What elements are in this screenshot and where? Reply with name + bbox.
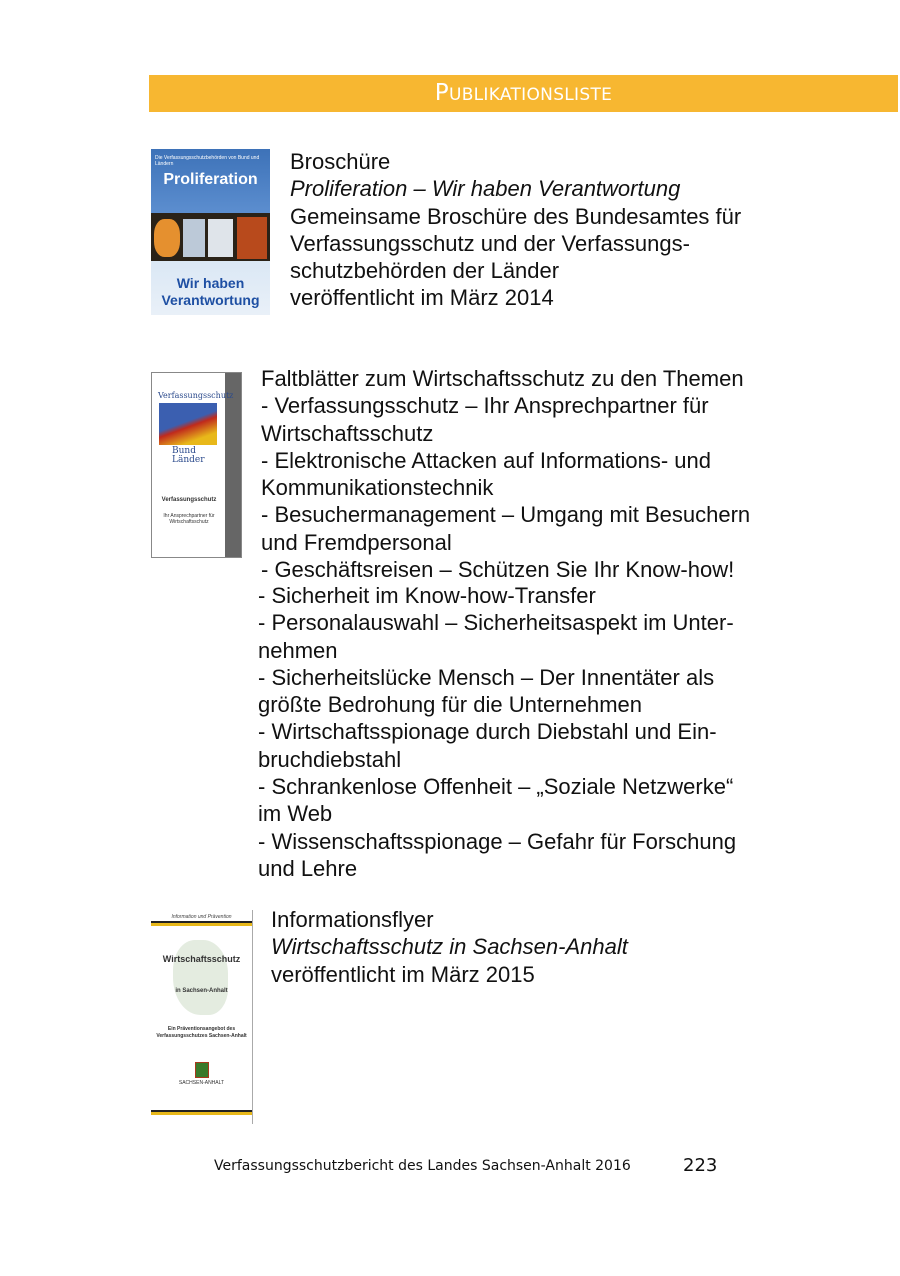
list-item: - Elektronische Attacken auf Informations- und	[261, 447, 712, 473]
cover-photo-rocket	[237, 217, 267, 259]
list-item: größte Bedrohung für die Unternehmen	[258, 692, 643, 718]
list-item: - Geschäftsreisen – Schützen Sie Ihr Know-how!	[261, 557, 735, 583]
cover-photo-figure	[208, 219, 233, 257]
cover-bund-laender	[172, 447, 205, 465]
list-item: - Sicherheit im Know-how-Transfer	[258, 583, 596, 608]
cover-photo-fire	[154, 219, 180, 257]
publication-line: Gemeinsame Broschüre des Bundesamtes für	[290, 203, 742, 229]
list-item: - Personalauswahl – Sicherheitsaspekt im Unter-	[258, 610, 734, 636]
cover-laender: Länder	[172, 455, 205, 465]
publication-title: Wirtschaftsschutz in Sachsen-Anhalt	[271, 934, 628, 960]
cover-subtitle-line-1: Wir haben	[176, 275, 245, 291]
faltblatt-cover-image	[151, 372, 242, 558]
cover-text-2: Ihr Ansprechpartner für Wirtschaftsschutz	[163, 513, 215, 525]
publication-2-text-a	[261, 365, 750, 583]
cover-title: Verfassungsschutz	[158, 391, 234, 400]
cover-text-1: Verfassungsschutz	[161, 497, 217, 503]
page-title-initial: P	[434, 80, 449, 106]
list-item: - Schrankenlose Offenheit – „Soziale Netzwerke“	[258, 774, 734, 800]
page-title	[149, 80, 898, 106]
cover-state-label: SACHSEN-ANHALT	[178, 1080, 225, 1086]
list-item: nehmen	[258, 637, 338, 663]
footer-text: Verfassungsschutzbericht des Landes Sachsen-Anhalt 2016	[214, 1158, 631, 1174]
page-number: 223	[683, 1155, 718, 1176]
list-item: und Lehre	[258, 855, 358, 881]
cover-title: Wirtschaftsschutz	[162, 954, 241, 964]
cover-photo-hands	[183, 219, 205, 257]
list-item: - Wirtschaftsspionage durch Diebstahl und Ein-	[258, 719, 717, 745]
cover-stripe-top	[151, 921, 252, 926]
wirtschaftsschutz-cover-image	[151, 910, 253, 1124]
crest-icon	[195, 1062, 209, 1078]
header-bar	[149, 75, 898, 112]
cover-subtitle-line-2: Verantwortung	[161, 292, 260, 308]
publication-line: veröffentlicht im März 2015	[271, 961, 535, 987]
publication-type: Broschüre	[290, 149, 391, 174]
list-item: Wirtschaftsschutz	[261, 420, 434, 446]
publication-line: veröffentlicht im März 2014	[290, 285, 554, 311]
list-item: - Wissenschaftsspionage – Gefahr für Forschung	[258, 828, 737, 854]
list-item: - Sicherheitslücke Mensch – Der Innentäter als	[258, 664, 715, 690]
cover-bund: Bund	[172, 446, 196, 456]
page-title-rest: UBLIKATIONSLISTE	[448, 85, 613, 105]
proliferation-cover-image	[151, 149, 270, 315]
cover-grey-strip	[225, 373, 241, 557]
list-item: bruchdiebstahl	[258, 746, 402, 772]
publication-3-text	[271, 906, 628, 988]
cover-stripe-bottom	[151, 1110, 252, 1115]
cover-subtitle: in Sachsen-Anhalt	[175, 988, 228, 994]
publication-1-text	[290, 148, 741, 312]
list-item: - Verfassungsschutz – Ihr Ansprechpartner für	[261, 393, 709, 419]
cover-top-text: Die Verfassungsschutzbehörden von Bund und Ländern	[155, 155, 260, 167]
list-item: im Web	[258, 801, 333, 827]
list-item: Faltblätter zum Wirtschaftsschutz zu den Themen	[261, 366, 744, 391]
cover-title: Proliferation	[163, 171, 258, 188]
publication-line: schutzbehörden der Länder	[290, 258, 560, 284]
publication-line: Verfassungsschutz und der Verfassungs-	[290, 230, 690, 256]
publication-title: Proliferation – Wir haben Verantwortung	[290, 176, 681, 202]
list-item: und Fremdpersonal	[261, 529, 452, 555]
cover-description: Ein Präventionsangebot des Verfassungsschutzes Sachsen-Anhalt	[156, 1026, 247, 1039]
list-item: - Besuchermanagement – Umgang mit Besuchern	[261, 502, 751, 528]
cover-map-graphic	[173, 940, 228, 1015]
publication-type: Informationsflyer	[271, 907, 434, 932]
list-item: Kommunikationstechnik	[261, 475, 494, 501]
cover-flag-graphic	[159, 403, 217, 445]
cover-subtitle	[151, 275, 270, 309]
cover-info-text: Information und Prävention	[171, 914, 232, 920]
publication-2-text-b	[258, 582, 736, 882]
